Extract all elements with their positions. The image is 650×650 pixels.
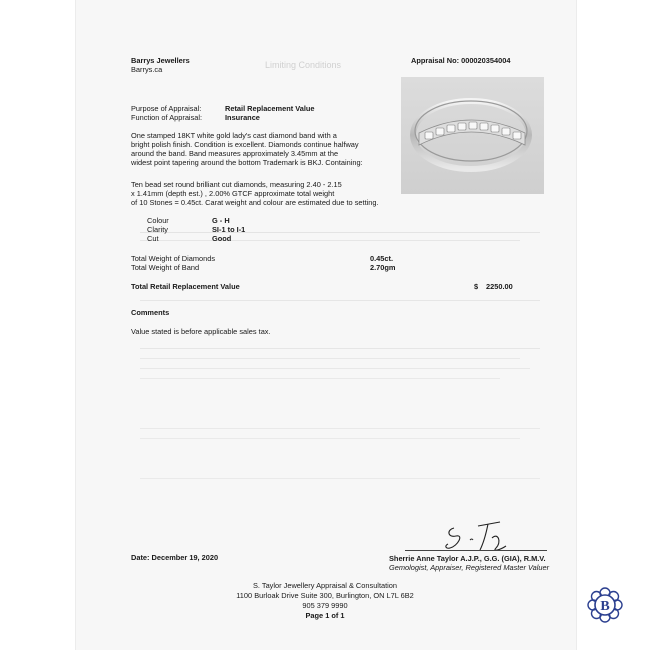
company-website: Barrys.ca [131,65,163,74]
band-weight-value: 2.70gm [370,263,396,272]
appraiser-title: Gemologist, Appraiser, Registered Master Valuer [389,563,550,572]
purpose-value: Retail Replacement Value [225,104,315,113]
description-line: widest point tapering around the bottom Trademark is BKJ. Containing: [131,158,363,167]
stones-line: Ten bead set round brilliant cut diamonds, measuring 2.40 - 2.15 [131,180,342,189]
grading-label-cut: Cut [147,234,159,243]
page-number: Page 1 of 1 [305,611,345,620]
appraiser-name: Sherrie Anne Taylor A.J.P., G.G. (GIA), R.M.V. [389,554,546,563]
description-line: bright polish finish. Condition is excellent. Diamonds continue halfway [131,140,359,149]
firm-name: S. Taylor Jewellery Appraisal & Consultation [252,581,398,590]
signature-line [405,550,547,551]
grading-value-clarity: SI-1 to I-1 [212,225,246,234]
grading-label-colour: Colour [147,216,169,225]
barrys-logo-icon [587,587,623,623]
firm-phone: 905 379 9990 [302,601,348,610]
stones-line: of 10 Stones = 0.45ct. Carat weight and colour are estimated due to setting. [131,198,379,207]
comments-text: Value stated is before applicable sales tax. [131,327,271,336]
bleed-through-heading: Limiting Conditions [265,60,342,70]
purpose-label: Purpose of Appraisal: [131,104,202,113]
stones-line: x 1.41mm (depth est.) , 2.00% GTCF approximate total weight [131,189,335,198]
firm-address: 1100 Burloak Drive Suite 300, Burlington, ON L7L 6B2 [236,591,414,600]
signature [440,518,520,554]
appraisal-number: Appraisal No: 000020354004 [411,56,511,65]
grading-value-colour: G - H [212,216,230,225]
ring-photo [401,77,544,194]
function-value: Insurance [225,113,260,122]
company-name: Barrys Jewellers [131,56,190,65]
total-currency: $ [474,282,479,291]
function-label: Function of Appraisal: [131,113,203,122]
total-value: 2250.00 [486,282,513,291]
description-line: One stamped 18KT white gold lady's cast diamond band with a [131,131,337,140]
comments-heading: Comments [131,308,170,317]
appraisal-date: Date: December 19, 2020 [131,553,219,562]
diamond-weight-label: Total Weight of Diamonds [131,254,216,263]
description-line: around the band. Band measures approximately 3.45mm at the [131,149,339,158]
grading-value-cut: Good [212,234,232,243]
grading-label-clarity: Clarity [147,225,168,234]
total-value-label: Total Retail Replacement Value [131,282,240,291]
diamond-weight-value: 0.45ct. [370,254,394,263]
band-weight-label: Total Weight of Band [131,263,200,272]
logo-letter: B [600,599,610,614]
